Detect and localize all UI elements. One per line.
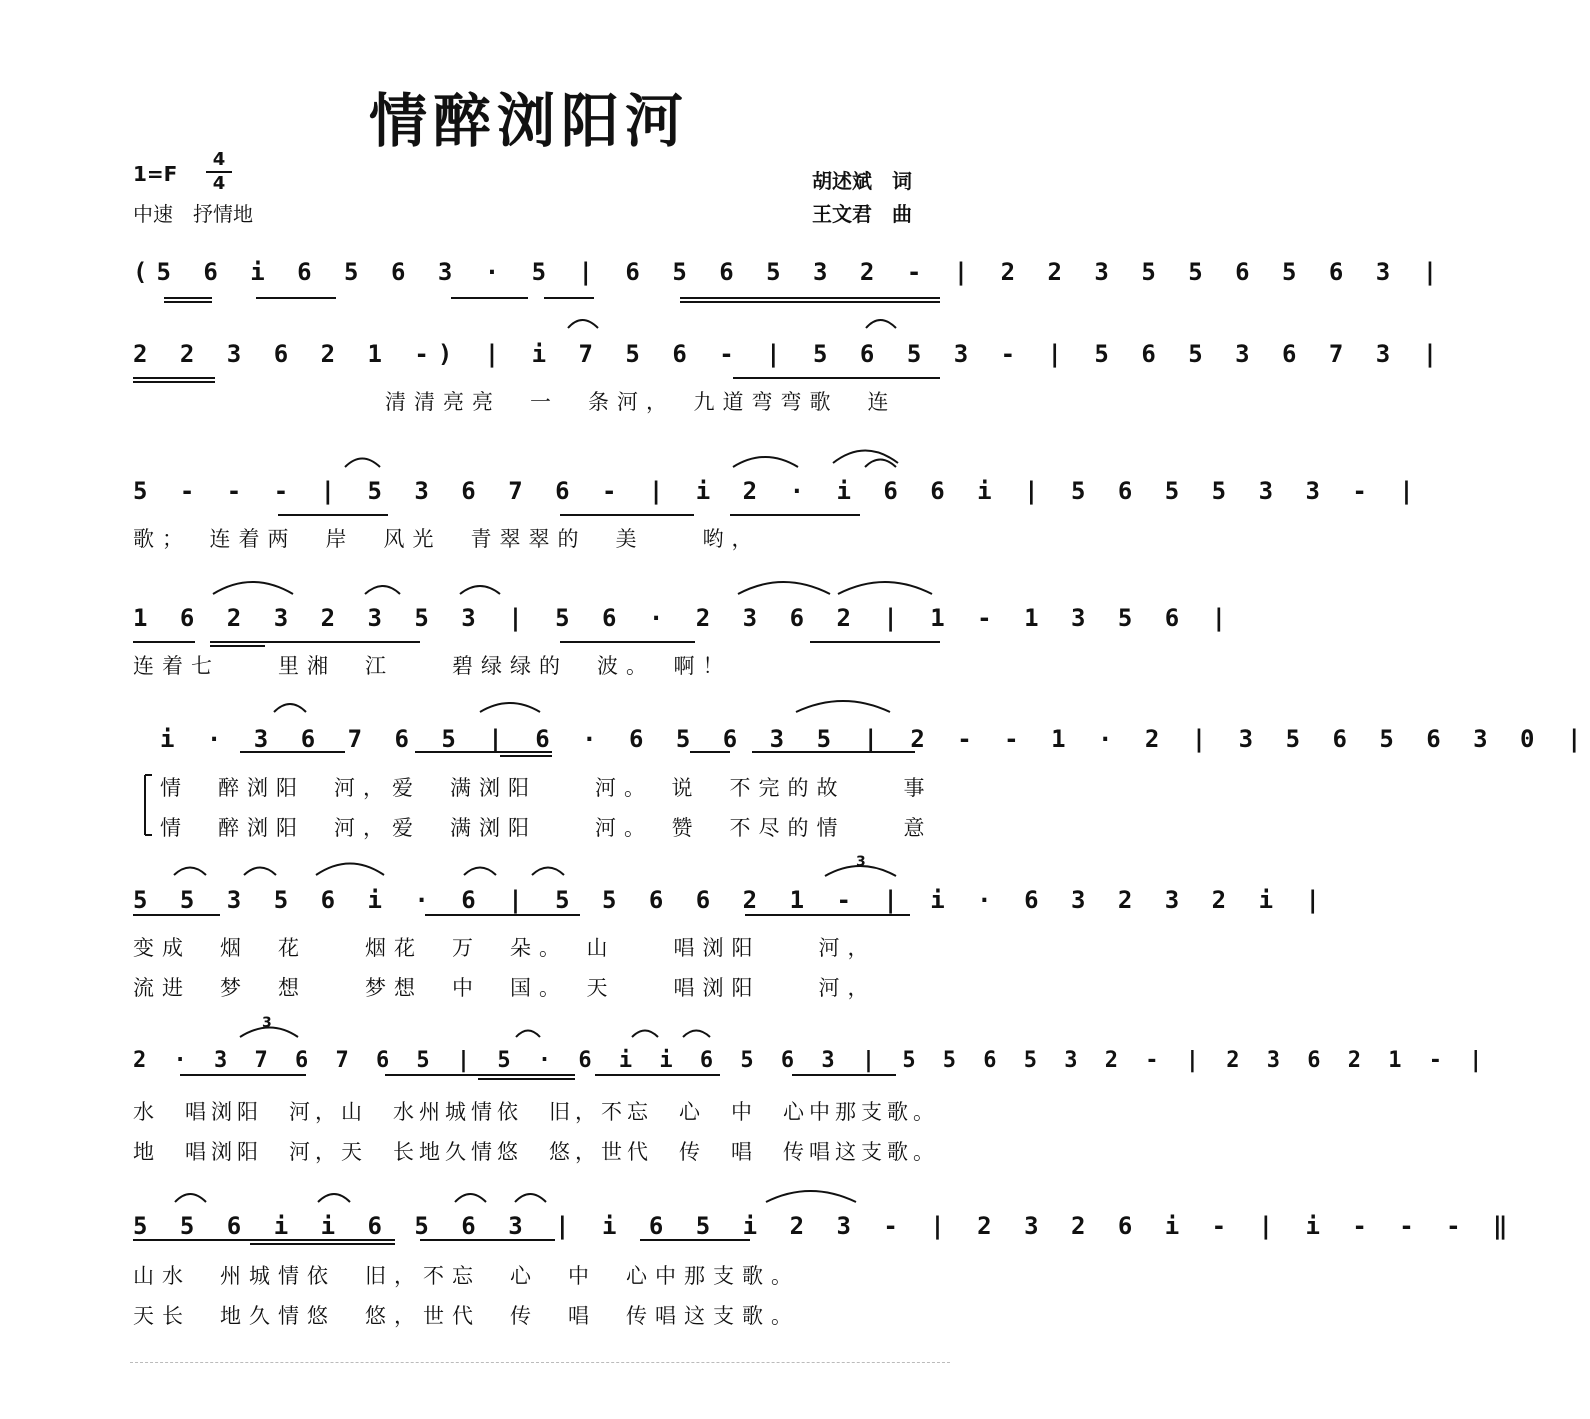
lyric-line-8-2: 天长 地久情悠 悠，世代 传 唱 传唱这支歌。 <box>133 1304 800 1328</box>
lyric-line-5-2: 情 醉浏阳 河，爱 满浏阳 河。 赞 不尽的情 意 <box>160 816 933 840</box>
slur-mark <box>316 864 384 876</box>
slur-mark <box>464 868 496 876</box>
tempo-marking: 中速 抒情地 <box>133 202 253 226</box>
slur-mark <box>175 1194 206 1202</box>
slur-mark <box>365 586 400 594</box>
slur-mark <box>532 868 564 876</box>
slur-mark <box>766 1191 856 1202</box>
slur-mark <box>516 1031 540 1038</box>
slur-mark <box>515 1194 546 1202</box>
notation-line-3: 5 - - - | 5 3 6 7 6 - | i 2 · i 6 6 i | 5 6 5 5 3 3 - | <box>133 477 1423 505</box>
slur-mark <box>480 703 540 712</box>
lyric-line-5-1: 情 醉浏阳 河，爱 满浏阳 河。 说 不完的故 事 <box>160 776 933 800</box>
slur-mark <box>274 704 306 712</box>
footer-divider <box>130 1362 950 1363</box>
slur-mark <box>345 459 380 468</box>
slur-mark <box>568 320 598 328</box>
key-signature: 1=F <box>133 162 178 186</box>
slur-mark <box>865 460 896 468</box>
time-signature-top: 4 <box>212 149 226 170</box>
slur-mark <box>213 582 293 594</box>
notation-line-4: 1 6 2 3 2 3 5 3 | 5 6 · 2 3 6 2 | 1 - 1 3 5 6 | <box>133 604 1236 632</box>
notation-line-1: (5 6 i 6 5 6 3 · 5 | 6 5 6 5 3 2 - | 2 2 3 5 5 6 5 6 3 | <box>133 258 1447 286</box>
slur-mark <box>683 1031 710 1038</box>
lyric-line-4-1: 连着七 里湘 江 碧绿绿的 波。 啊！ <box>133 654 732 678</box>
slur-mark <box>460 586 500 594</box>
slur-mark <box>866 320 896 328</box>
slur-mark <box>244 868 276 876</box>
lyric-line-3-1: 歌； 连着两 岸 风光 青翠翠的 美 哟， <box>133 527 761 551</box>
lyric-line-7-2: 地 唱浏阳 河，天 长地久情悠 悠，世代 传 唱 传唱这支歌。 <box>133 1140 939 1164</box>
lyric-line-6-2: 流进 梦 想 梦想 中 国。 天 唱浏阳 河， <box>133 976 877 1000</box>
slur-mark <box>455 1194 486 1202</box>
notation-line-2: 2 2 3 6 2 1 -) | i 7 5 6 - | 5 6 5 3 - | 5 6 5 3 6 7 3 | <box>133 340 1447 368</box>
composer-credit: 王文君 曲 <box>812 202 912 226</box>
notation-line-5: i · 3 6 7 6 5 | 6 · 6 5 6 3 5 | 2 - - 1 · 2 | 3 5 6 5 6 3 0 | <box>160 725 1590 753</box>
slur-mark <box>174 868 206 876</box>
lyricist-credit: 胡述斌 词 <box>812 169 912 193</box>
slur-mark <box>738 582 830 594</box>
notation-line-8: 5 5 6 i i 6 5 6 3 | i 6 5 i 2 3 - | 2 3 2 6 i - | i - - - ‖ <box>133 1212 1517 1240</box>
slur-mark <box>632 1031 658 1038</box>
time-signature-bottom: 4 <box>212 173 226 194</box>
lyric-line-6-1: 变成 烟 花 烟花 万 朵。 山 唱浏阳 河， <box>133 936 877 960</box>
lyric-line-8-1: 山水 州城情依 旧，不忘 心 中 心中那支歌。 <box>133 1264 800 1288</box>
slur-mark <box>318 1194 350 1202</box>
svg-text:3: 3 <box>262 1015 272 1031</box>
slur-mark <box>733 457 798 467</box>
slur-mark <box>796 701 890 712</box>
svg-text:3: 3 <box>856 854 866 870</box>
lyric-line-7-1: 水 唱浏阳 河，山 水州城情依 旧，不忘 心 中 心中那支歌。 <box>133 1100 939 1124</box>
notation-line-6: 5 5 3 5 6 i · 6 | 5 5 6 6 2 1 - | i · 6 3 2 3 2 i | <box>133 886 1329 914</box>
lyric-line-2-1: 清清亮亮 一 条河， 九道弯弯歌 连 <box>385 390 897 414</box>
song-title: 情醉浏阳河 <box>368 87 689 155</box>
slur-mark <box>838 582 932 594</box>
notation-line-7: 2 · 3 7 6 7 6 5 | 5 · 6 i i 6 5 6 3 | 5 5 6 5 3 2 - | 2 3 6 2 1 - | <box>133 1048 1490 1073</box>
